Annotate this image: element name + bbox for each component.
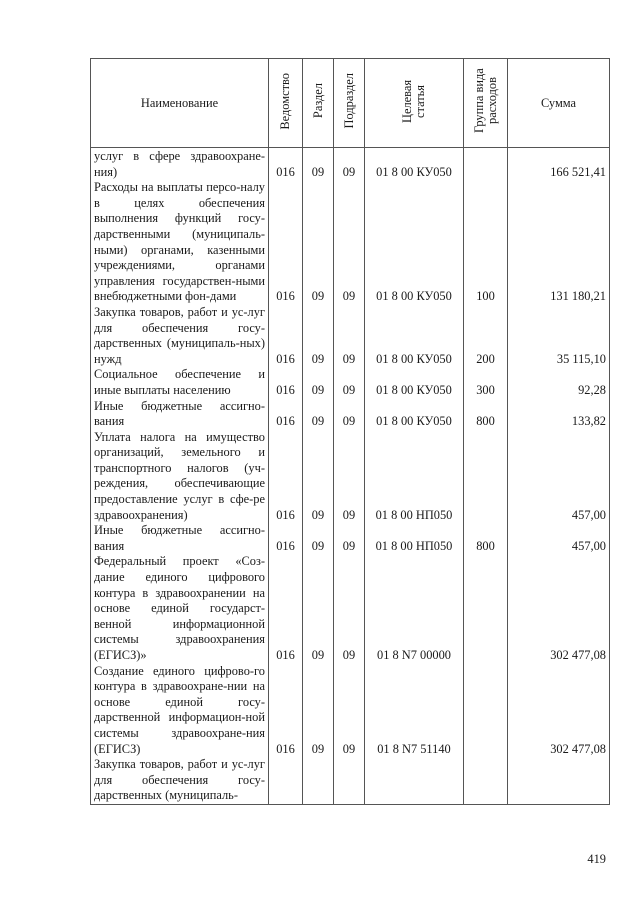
cell-summa: 457,00 (508, 523, 610, 554)
cell-celevaya-statya: 01 8 00 КУ050 (365, 399, 464, 430)
cell-podrazdel: 09 (334, 399, 365, 430)
cell-celevaya-statya: 01 8 N7 51140 (365, 664, 464, 758)
cell-razdel: 09 (303, 430, 334, 524)
cell-vedomstvo: 016 (269, 305, 303, 367)
cell-podrazdel: 09 (334, 664, 365, 758)
cell-gruppa-vida-rashodov (464, 430, 508, 524)
cell-vedomstvo: 016 (269, 180, 303, 305)
cell-vedomstvo: 016 (269, 430, 303, 524)
cell-summa: 131 180,21 (508, 180, 610, 305)
cell-celevaya-statya: 01 8 00 КУ050 (365, 180, 464, 305)
cell-vedomstvo: 016 (269, 148, 303, 181)
cell-gruppa-vida-rashodov: 300 (464, 367, 508, 398)
cell-podrazdel: 09 (334, 430, 365, 524)
cell-podrazdel: 09 (334, 180, 365, 305)
cell-podrazdel: 09 (334, 554, 365, 663)
cell-gruppa-vida-rashodov (464, 554, 508, 663)
cell-name: Закупка товаров, работ и ус-луг для обеспечения госу-дарственных (муниципаль-ных) нужд (91, 305, 269, 367)
table-row (91, 757, 610, 804)
cell-podrazdel: 09 (334, 367, 365, 398)
header-name: Наименование (91, 59, 269, 148)
cell-gruppa-vida-rashodov (464, 664, 508, 758)
cell-celevaya-statya: 01 8 00 НП050 (365, 523, 464, 554)
cell-razdel: 09 (303, 305, 334, 367)
cell-gruppa-vida-rashodov (464, 757, 508, 804)
cell-summa: 302 477,08 (508, 664, 610, 758)
cell-name: Иные бюджетные ассигно-вания (91, 523, 269, 554)
cell-celevaya-statya: 01 8 00 КУ050 (365, 367, 464, 398)
table-row (91, 148, 610, 181)
cell-podrazdel: 09 (334, 305, 365, 367)
cell-podrazdel (334, 757, 365, 804)
cell-name: Создание единого цифрово-го контура в здравоохране-нии на основе единой госу-дарственной информацион-ной системы здравоохране-ния (ЕГИСЗ) (91, 664, 269, 758)
cell-summa: 302 477,08 (508, 554, 610, 663)
table-body (91, 148, 610, 805)
cell-vedomstvo: 016 (269, 367, 303, 398)
cell-name: Расходы на выплаты персо-налу в целях обеспечения выполнения функций госу-дарственными (муниципаль-ными) органами, казенными учреждениями, органами управления государствен-ными внебюджетными фон-дами (91, 180, 269, 305)
cell-gruppa-vida-rashodov: 100 (464, 180, 508, 305)
table-row (91, 399, 610, 430)
cell-name: услуг в сфере здравоохране-ния) (91, 148, 269, 181)
cell-gruppa-vida-rashodov: 800 (464, 523, 508, 554)
header-celevaya-statya: Целевая статья (365, 59, 464, 148)
cell-gruppa-vida-rashodov: 800 (464, 399, 508, 430)
cell-summa: 457,00 (508, 430, 610, 524)
cell-vedomstvo: 016 (269, 523, 303, 554)
cell-razdel (303, 757, 334, 804)
cell-razdel: 09 (303, 148, 334, 181)
cell-razdel: 09 (303, 180, 334, 305)
cell-razdel: 09 (303, 367, 334, 398)
header-summa: Сумма (508, 59, 610, 148)
cell-vedomstvo: 016 (269, 554, 303, 663)
cell-podrazdel: 09 (334, 523, 365, 554)
cell-name: Уплата налога на имущество организаций, земельного и транспортного налогов (уч-реждения, обеспечивающие предоставление услуг в сфе-ре здравоохранения) (91, 430, 269, 524)
cell-celevaya-statya (365, 757, 464, 804)
cell-name: Закупка товаров, работ и ус-луг для обеспечения госу-дарственных (муниципаль- (91, 757, 269, 804)
cell-celevaya-statya: 01 8 00 КУ050 (365, 148, 464, 181)
cell-name: Федеральный проект «Соз-дание единого цифрового контура в здравоохранении на основе единой государст-венной информационной системы здравоохранения (ЕГИСЗ)» (91, 554, 269, 663)
budget-table (90, 58, 610, 805)
table-row (91, 664, 610, 758)
cell-summa: 92,28 (508, 367, 610, 398)
header-gruppa-vida-rashodov: Группа вида расходов (464, 59, 508, 148)
table-row (91, 523, 610, 554)
cell-gruppa-vida-rashodov: 200 (464, 305, 508, 367)
table-row (91, 430, 610, 524)
table-row (91, 367, 610, 398)
cell-celevaya-statya: 01 8 00 КУ050 (365, 305, 464, 367)
header-razdel: Раздел (303, 59, 334, 148)
table-row (91, 305, 610, 367)
header-vedomstvo: Ведомство (269, 59, 303, 148)
cell-celevaya-statya: 01 8 00 НП050 (365, 430, 464, 524)
cell-name: Иные бюджетные ассигно-вания (91, 399, 269, 430)
table-header-row (91, 59, 610, 148)
cell-razdel: 09 (303, 399, 334, 430)
cell-summa (508, 757, 610, 804)
cell-summa: 133,82 (508, 399, 610, 430)
cell-razdel: 09 (303, 523, 334, 554)
cell-vedomstvo: 016 (269, 399, 303, 430)
cell-vedomstvo: 016 (269, 664, 303, 758)
cell-gruppa-vida-rashodov (464, 148, 508, 181)
cell-podrazdel: 09 (334, 148, 365, 181)
cell-summa: 35 115,10 (508, 305, 610, 367)
cell-summa: 166 521,41 (508, 148, 610, 181)
cell-vedomstvo (269, 757, 303, 804)
cell-name: Социальное обеспечение и иные выплаты населению (91, 367, 269, 398)
cell-razdel: 09 (303, 554, 334, 663)
table-row (91, 180, 610, 305)
cell-celevaya-statya: 01 8 N7 00000 (365, 554, 464, 663)
cell-razdel: 09 (303, 664, 334, 758)
header-podrazdel: Подраздел (334, 59, 365, 148)
page-number: 419 (587, 852, 606, 866)
table-row (91, 554, 610, 663)
